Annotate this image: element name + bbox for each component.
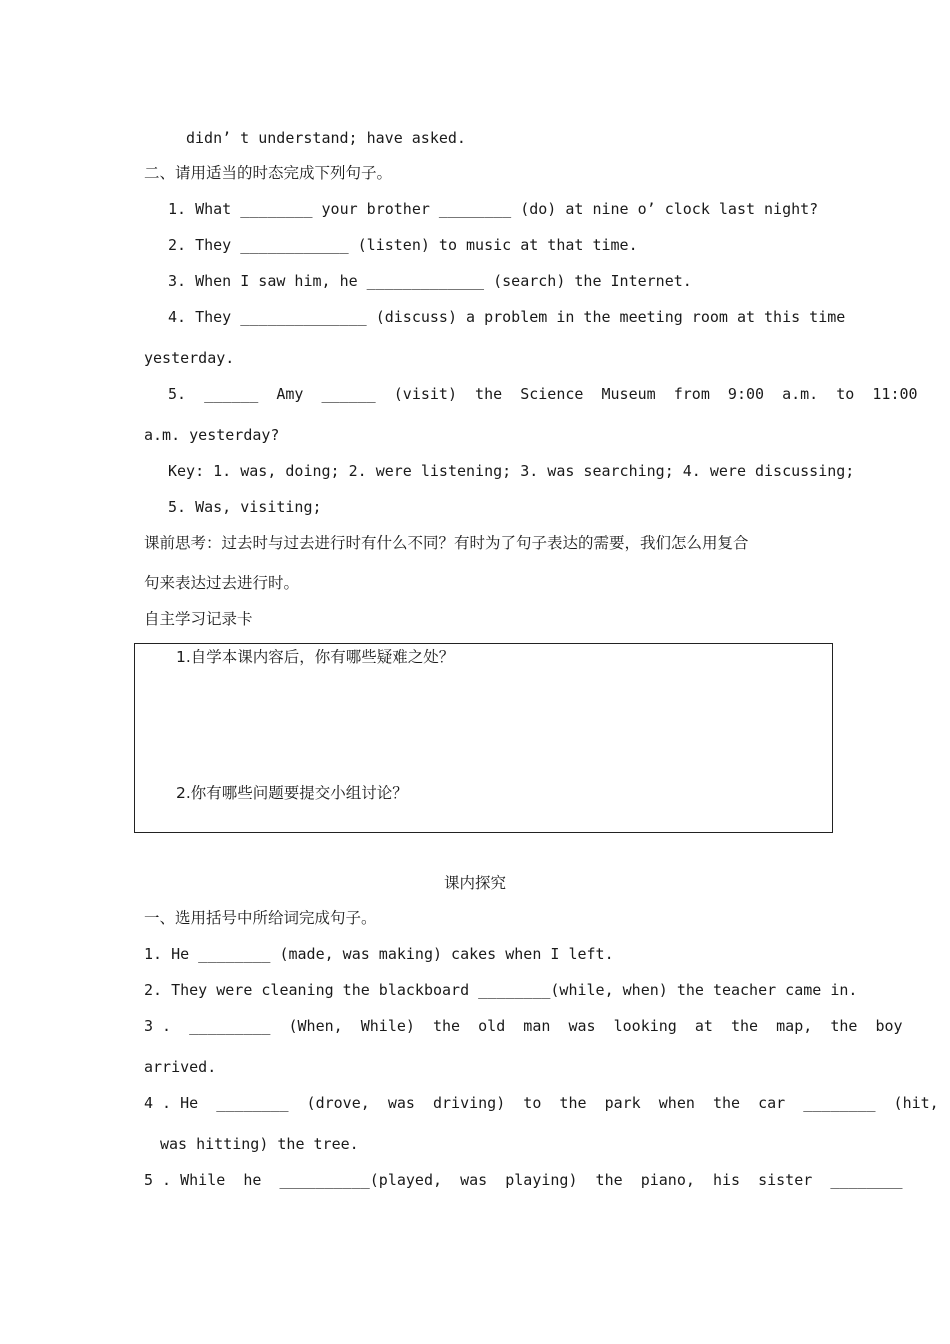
- answer-key-line-2: 5. Was, visiting;: [168, 498, 322, 516]
- inquiry-sentence-2: 2. They were cleaning the blackboard ________(while, when) the teacher came in.: [144, 981, 858, 999]
- preview-thinking-line-2: 句来表达过去进行时。: [144, 574, 300, 592]
- record-card-question-1: 1.自学本课内容后，你有哪些疑难之处？: [176, 648, 455, 666]
- exercise-item-1: 1. What ________ your brother ________ (do) at nine o’ clock last night?: [168, 200, 819, 218]
- inquiry-heading: 一、选用括号中所给词完成句子。: [144, 909, 377, 927]
- inquiry-sentence-4-cont: was hitting) the tree.: [160, 1135, 359, 1153]
- record-card-question-2: 2.你有哪些问题要提交小组讨论？: [176, 784, 408, 802]
- answer-key-line-1: Key: 1. was, doing; 2. were listening; 3. was searching; 4. were discussing;: [168, 462, 855, 480]
- exercise-item-5-cont: a.m. yesterday?: [144, 426, 280, 444]
- inquiry-sentence-1: 1. He ________ (made, was making) cakes when I left.: [144, 945, 614, 963]
- exercise-item-4-cont: yesterday.: [144, 349, 235, 367]
- record-card-title: 自主学习记录卡: [144, 610, 253, 628]
- inquiry-sentence-4: 4 . He ________ (drove, was driving) to the park when the car ________ (hit,: [144, 1094, 939, 1112]
- inquiry-title: 课内探究: [443, 874, 506, 892]
- record-card-box: [134, 643, 833, 833]
- exercise-item-4: 4. They ______________ (discuss) a problem in the meeting room at this time: [168, 308, 846, 326]
- exercise-item-5: 5. ______ Amy ______ (visit) the Science Museum from 9:00 a.m. to 11:00: [168, 385, 918, 403]
- inquiry-sentence-5: 5 . While he __________(played, was playing) the piano, his sister ________: [144, 1171, 903, 1189]
- section-two-heading: 二、请用适当的时态完成下列句子。: [144, 164, 393, 182]
- exercise-item-3: 3. When I saw him, he _____________ (search) the Internet.: [168, 272, 692, 290]
- inquiry-sentence-3-cont: arrived.: [144, 1058, 217, 1076]
- inquiry-sentence-3: 3 . _________ (When, While) the old man was looking at the map, the boy: [144, 1017, 903, 1035]
- preview-thinking-line-1: 课前思考：过去时与过去进行时有什么不同？有时为了句子表达的需要，我们怎么用复合: [144, 534, 749, 552]
- exercise-item-2: 2. They ____________ (listen) to music at that time.: [168, 236, 638, 254]
- continued-answer-line: didn’ t understand; have asked.: [186, 129, 466, 147]
